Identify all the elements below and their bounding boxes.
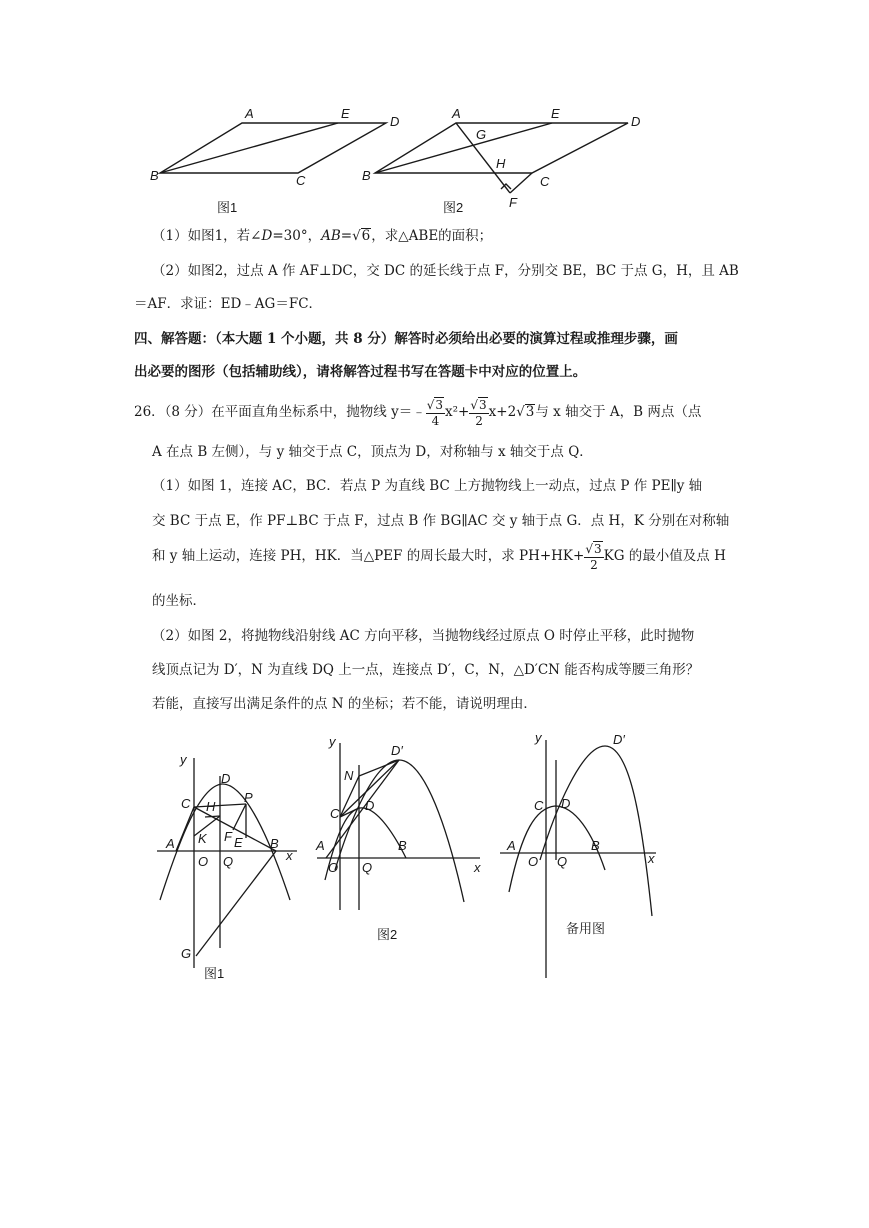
fig2-label-A: A xyxy=(452,106,461,121)
fig-b1-label-O: O xyxy=(198,854,209,869)
fig-b1-label-E: E xyxy=(234,835,243,850)
fig-b1-label-x: x xyxy=(286,848,293,863)
fig-b3-label-B: B xyxy=(591,838,600,853)
q26-line2: A 在点 B 左侧），与 y 轴交于点 C，顶点为 D，对称轴与 x 轴交于点 Q． xyxy=(152,444,593,460)
fig-b3-label-Dprime: D′ xyxy=(613,732,625,747)
q26-part2-line2: 线顶点记为 D′，N 为直线 DQ 上一点，连接点 D′，C，N，△D′CN 能否构成等腰三角形？ xyxy=(152,662,700,678)
fig-b2-label-y: y xyxy=(329,734,336,749)
q26-line1: 26．（8 分）在平面直角坐标系中，抛物线 y＝﹣ $\frac{√3}{4}$ x²+ $\frac{√3}{2}$ x+2√3与 x 轴交于 A，B 两点（点 xyxy=(134,398,702,428)
q26-part1-line2: 交 BC 于点 E，作 PF⊥BC 于点 F，过点 B 作 BG∥AC 交 y 轴于点 G．点 H，K 分别在对称轴 xyxy=(152,513,730,529)
q26-part2-line1: （2）如图 2，将抛物线沿射线 AC 方向平移，当抛物线经过原点 O 时停止平移，此时抛物 xyxy=(152,628,695,644)
section-heading-line1: 四、解答题：（本大题 1 个小题，共 8 分）解答时必须给出必要的演算过程或推理步骤，画 xyxy=(134,331,678,347)
fig-b3-caption: 备用图 xyxy=(566,921,606,936)
fig-b2-label-A: A xyxy=(316,838,325,853)
q26-part2-line3: 若能，直接写出满足条件的点 N 的坐标；若不能，请说明理由． xyxy=(152,696,537,712)
fig-b1-label-A: A xyxy=(166,836,175,851)
fig-b2-label-Dprime: D′ xyxy=(391,743,403,758)
fig2-label-D: D xyxy=(631,114,641,129)
fig-b2-label-C: C xyxy=(330,806,340,821)
q26-part1-line3: 和 y 轴上运动，连接 PH，HK．当△PEF 的周长最大时，求 PH+HK+ $\frac{√3}{2}$ KG 的最小值及点 H xyxy=(152,542,726,572)
fig-b3-label-x: x xyxy=(648,851,655,866)
parabola-figures xyxy=(0,720,869,1020)
fig-b2-label-B: B xyxy=(398,838,407,853)
fig-b1-label-C: C xyxy=(181,796,191,811)
fig-b2-label-x: x xyxy=(474,860,481,875)
fig2-label-F: F xyxy=(509,195,517,210)
fig2-caption: 图2 xyxy=(443,200,464,215)
fig-b3-label-C: C xyxy=(534,798,544,813)
fig-b3-label-A: A xyxy=(507,838,516,853)
fig-b3-label-y: y xyxy=(535,730,542,745)
fig-b1-label-y: y xyxy=(180,752,187,767)
fig-b3-label-D: D xyxy=(561,796,571,811)
fig-b2-label-O: O xyxy=(328,860,339,875)
section-heading-line2: 出必要的图形（包括辅助线），请将解答过程书写在答题卡中对应的位置上。 xyxy=(134,364,587,380)
fig-b3-label-Q: Q xyxy=(557,854,568,869)
fig-b1-label-Q: Q xyxy=(223,854,234,869)
fig2-label-E: E xyxy=(551,106,560,121)
fig-b2-label-D: D xyxy=(365,798,375,813)
q26-part1-line4: 的坐标． xyxy=(152,593,206,609)
fig1-label-E: E xyxy=(341,106,350,121)
fig1-label-D: D xyxy=(390,114,400,129)
q25-part2-line1: （2）如图2，过点 A 作 AF⊥DC，交 DC 的延长线于点 F，分别交 BE，BC 于点 G，H，且 AB xyxy=(152,263,739,279)
fig1-caption: 图1 xyxy=(217,200,238,215)
fig1-label-C: C xyxy=(296,173,306,188)
q25-part1: （1）如图1，若∠D=30°，AB=√6，求△ABE的面积； xyxy=(152,228,493,244)
fig-b3-label-O: O xyxy=(528,854,539,869)
fig2-label-B: B xyxy=(362,168,371,183)
fig1-label-A: A xyxy=(245,106,254,121)
fig-b1-label-P: P xyxy=(244,790,253,805)
q26-part1-line1: （1）如图 1，连接 AC，BC．若点 P 为直线 BC 上方抛物线上一动点，过点 P 作 PE∥y 轴 xyxy=(152,478,703,494)
fig-b2-label-Q: Q xyxy=(362,860,373,875)
fig-b1-caption: 图1 xyxy=(204,966,225,981)
fig-b1-label-G: G xyxy=(181,946,192,961)
fig-b1-label-B: B xyxy=(270,836,279,851)
fig2-label-G: G xyxy=(476,127,487,142)
fig-b2-caption: 图2 xyxy=(377,927,398,942)
fig1-label-B: B xyxy=(150,168,159,183)
fig-b2-label-N: N xyxy=(344,768,354,783)
fig2-label-C: C xyxy=(540,174,550,189)
fig-b1-label-K: K xyxy=(198,831,207,846)
fig-b1-label-D: D xyxy=(221,771,231,786)
parallelogram-figures xyxy=(0,0,869,230)
fig2-label-H: H xyxy=(496,156,506,171)
fig-b1-label-F: F xyxy=(224,829,232,844)
fig-b1-label-H: H xyxy=(206,799,216,814)
q25-part2-line2: ＝AF．求证：ED﹣AG＝FC． xyxy=(134,296,323,312)
